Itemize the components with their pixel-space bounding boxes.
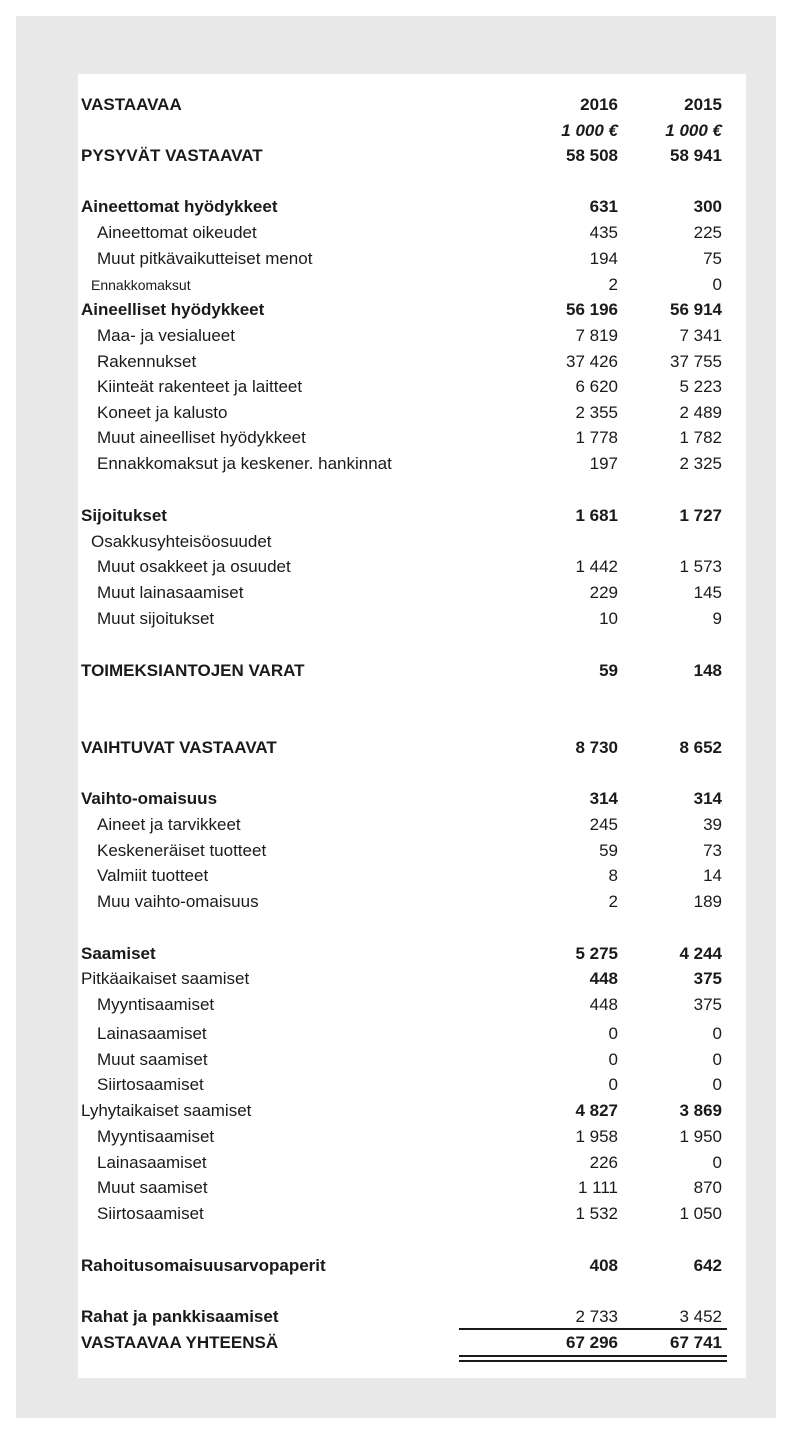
table-row: Myyntisaamiset 1 958 1 950 (97, 1127, 722, 1146)
table-row: PYSYVÄT VASTAAVAT 58 508 58 941 (81, 146, 722, 165)
table-row: TOIMEKSIANTOJEN VARAT 59 148 (81, 661, 722, 680)
table-row: Muut saamiset 1 111 870 (97, 1178, 722, 1197)
unit-2015: 1 000 € (665, 121, 722, 140)
total-double-rule-upper (459, 1355, 727, 1357)
table-row: Maa- ja vesialueet 7 819 7 341 (97, 326, 722, 345)
table-row: Ennakkomaksut 2 0 (91, 275, 722, 294)
table-row: Muut pitkävaikutteiset menot 194 75 (97, 249, 722, 268)
total-row: VASTAAVAA YHTEENSÄ 67 296 67 741 (81, 1333, 722, 1352)
total-double-rule-lower (459, 1360, 727, 1362)
unit-row (78, 119, 746, 143)
unit-2016: 1 000 € (561, 121, 618, 140)
table-row: Aineelliset hyödykkeet 56 196 56 914 (81, 300, 722, 319)
table-row: Vaihto-omaisuus 314 314 (81, 789, 722, 808)
table-row: Muut sijoitukset 10 9 (97, 609, 722, 628)
table-row: Lyhytaikaiset saamiset 4 827 3 869 (81, 1101, 722, 1120)
year-2015: 2015 (684, 95, 722, 114)
table-row: Saamiset 5 275 4 244 (81, 944, 722, 963)
page-background (16, 16, 776, 1418)
total-top-rule (459, 1328, 727, 1330)
table-row: Muut osakkeet ja osuudet 1 442 1 573 (97, 557, 722, 576)
table-row: Koneet ja kalusto 2 355 2 489 (97, 403, 722, 422)
table-row: VAIHTUVAT VASTAAVAT 8 730 8 652 (81, 738, 722, 757)
table-row: Aineettomat oikeudet 435 225 (97, 223, 722, 242)
header-row (78, 93, 746, 117)
table-row: Muut saamiset 0 0 (97, 1050, 722, 1069)
table-row: Pitkäaikaiset saamiset 448 375 (81, 969, 722, 988)
table-row: Rahoitusomaisuusarvopaperit 408 642 (81, 1256, 722, 1275)
table-row: Lainasaamiset 226 0 (97, 1153, 722, 1172)
table-row: Valmiit tuotteet 8 14 (97, 866, 722, 885)
table-row: Aineettomat hyödykkeet 631 300 (81, 197, 722, 216)
table-row: Lainasaamiset 0 0 (97, 1024, 722, 1043)
table-row: Muut aineelliset hyödykkeet 1 778 1 782 (97, 428, 722, 447)
table-row: Myyntisaamiset 448 375 (97, 995, 722, 1014)
table-row: Siirtosaamiset 1 532 1 050 (97, 1204, 722, 1223)
year-2016: 2016 (580, 95, 618, 114)
table-row: Muut lainasaamiset 229 145 (97, 583, 722, 602)
table-row: Muu vaihto-omaisuus 2 189 (97, 892, 722, 911)
table-row: Siirtosaamiset 0 0 (97, 1075, 722, 1094)
table-row: Rahat ja pankkisaamiset 2 733 3 452 (81, 1307, 722, 1326)
table-row: Aineet ja tarvikkeet 245 39 (97, 815, 722, 834)
table-row: Ennakkomaksut ja keskener. hankinnat 197 2 325 (97, 454, 722, 473)
sheet-title: VASTAAVAA (81, 95, 182, 114)
table-row: Kiinteät rakenteet ja laitteet 6 620 5 223 (97, 377, 722, 396)
table-row: Rakennukset 37 426 37 755 (97, 352, 722, 371)
table-row: Sijoitukset 1 681 1 727 (81, 506, 722, 525)
table-row: Keskeneräiset tuotteet 59 73 (97, 841, 722, 860)
balance-sheet (78, 74, 746, 1378)
table-row: Osakkusyhteisöosuudet (91, 532, 272, 551)
